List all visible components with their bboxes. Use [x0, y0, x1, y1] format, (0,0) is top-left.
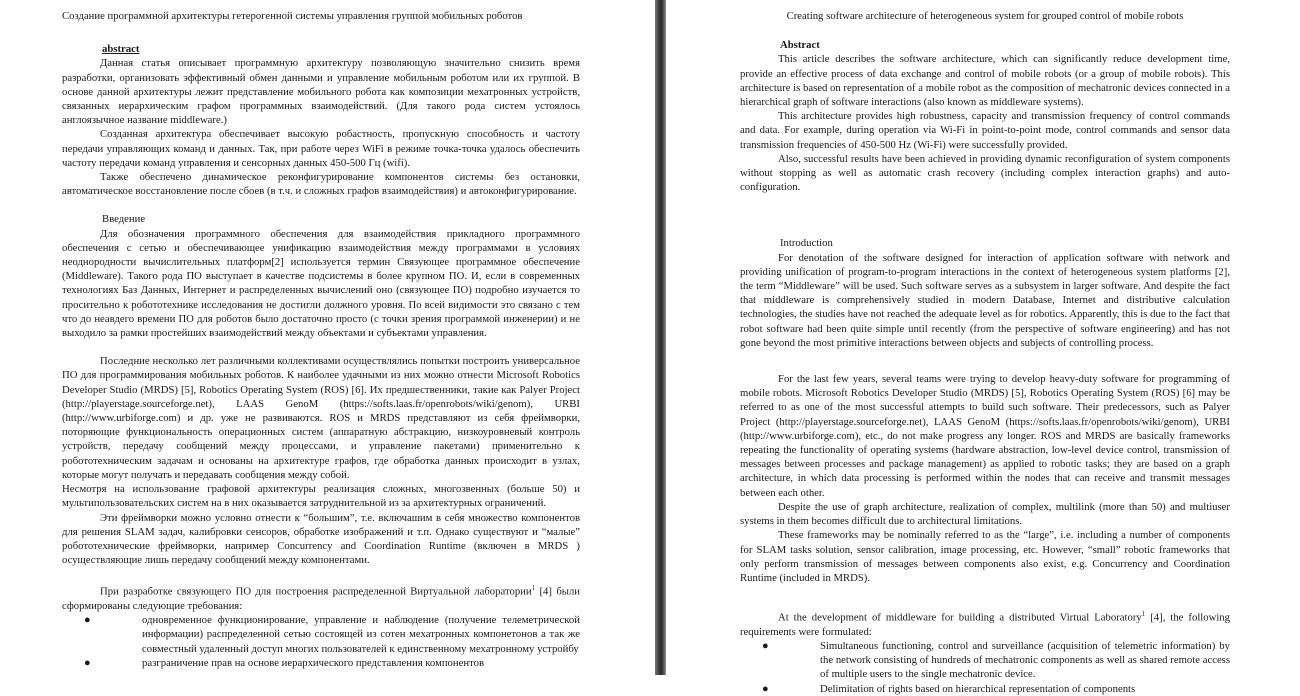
bullet-icon: ● [84, 614, 91, 627]
left-abstract-paragraph-3: Также обеспечено динамическое реконфигурирование компонентов системы без остановки, автоматическое восстановление после сбоев (в т.ч. и сложных графов взаимодействия) и автоконфигурирование. [62, 171, 580, 198]
right-abstract-paragraph-1: This article describes the software architecture, which can significantly reduce development time, provide an effective process of data exchange and control of mobile robots (or a group of mobile robots). This architecture is based on representation of a mobile robot as the composition of mechatronic devices connected in a hierarchical graph of software interactions (also known as middleware systems). [740, 53, 1230, 109]
left-intro-heading: Введение [102, 213, 146, 226]
right-paragraph-3: Despite the use of graph architecture, realization of complex, multilink (more than 50) and multiuser systems in them becomes difficult due to architectural limitations. [740, 500, 1230, 528]
right-requirements-list [740, 639, 1230, 696]
right-paragraph-5 [740, 607, 1230, 639]
right-intro-heading: Introduction [780, 237, 833, 250]
left-paragraph-5-rest: [4] были сформированы следующие требования: [62, 585, 580, 613]
right-footnote-marker: 1 [1141, 610, 1146, 619]
left-requirements-list [62, 613, 580, 670]
right-list-item-text: Delimitation of rights based on hierarchical representation of components [820, 682, 1136, 695]
right-list-item [740, 639, 1230, 682]
right-document-body [740, 0, 1230, 696]
left-abstract-heading: abstract [102, 43, 140, 56]
right-abstract-heading: Abstract [780, 39, 820, 52]
right-document-page [666, 0, 1300, 695]
left-title: Создание программной архитектуры гетерогенной системы управления группой мобильных роботов [62, 10, 523, 22]
left-paragraph-4: Эти фреймворки можно условно отнести к “большим”, т.е. включашим в себя множество компонентов для решения SLAM задач, калибровки сенсоров, обработке изображений и т.п. Однако существуют и “малые” робототехнические фреймворки, напримеp Concurrency and Coordination Runtime (включен в MRDS ) осуществляющие лишь передачу сообщений между компонентами. [62, 511, 580, 567]
right-intro-paragraph: For denotation of the software designed for interaction of application software with network and providing unification of program-to-program interactions in the context of heterogeneous system platforms [2], the term “Middleware” will be used. Such software serves as a subsystem in larger software. And despite the fact that middleware is comprehensively studied in modern Database, Internet and distributive calculation technologies, the studies have not reached the adequate level as for robotics. Apparently, this is due to the fact that robot software had been quite simple until recently (from the perspective of software engineering) and has not gone beyond the most primitive interactions between objects and subjects of controlling process. [740, 251, 1230, 349]
right-list-item [740, 682, 1230, 696]
right-paragraph-2: For the last few years, several teams were trying to develop heavy-duty software for programming of mobile robots. Microsoft Robotics Developer Studio (MRDS) [5], Robotics Operating System (ROS) [6] may be referred to as one of the most successful attempts to build such software. Their predecessors, such as Palyer Project (http://playerstage.sourceforge.net), LAAS GenoM (https://softs.laas.fr/openrobots/wiki/genom), URBI (http://www.urbiforge.com), etc., do not make progress any longer. ROS and MRDS are basically frameworks repeating the functionality of operating systems (hardware abstraction, low-level device control, transmission of messages between processes and package management) as applied to robotic tasks; they are based on a graph architecture, in which data processing is performed within the nodes that can receive and transmit messages between each other. [740, 373, 1230, 499]
left-footnote-marker: 1 [531, 584, 536, 593]
left-list-item [62, 613, 580, 656]
left-intro-paragraph: Для обозначения программного обеспечения для взаимодействия прикладного программного обеспечения с сетью и обеспечивающее унификацию взаимодействия между программами в условиях неоднородности вычислительных платформ[2] используется термин Связующее программное обеспечение (Middleware). Такого рода ПО выступает в качестве подсистемы в более крупном ПО. И, если в современных технологиях Баз Данных, Интернет и распределенных вычислений оно (связующее ПО) подробно изучается то просительно к робототехнике исследования не достигли должного уровня. По всей видимости это связано с тем что до неавдего времени ПО для роботов было достаточно просто (с точки зрения программой инженерии) и не выходило за рамки простейших взаимодействий между объектами и субъектами управления. [62, 227, 580, 340]
bullet-icon: ● [762, 640, 769, 653]
bullet-icon: ● [762, 682, 769, 695]
right-abstract-paragraph-3: Also, successful results have been achieved in providing dynamic reconfiguration of system components without stopping as well as automatic crash recovery (including complex interaction graphs) and auto-configuration. [740, 152, 1230, 194]
left-list-item [62, 656, 580, 670]
right-paragraph-4: These frameworks may be nominally referred to as the “large”, i.e. including a number of components for SLAM tasks solution, sensor calibration, image processing, etc. However, “small” robotic frameworks that only perform transmission of messages between components also exist, e.g. Concurrency and Coordination Runtime (included in MRDS). [740, 529, 1230, 584]
page-divider [655, 0, 666, 675]
right-abstract-paragraph-2: This architecture provides high robustness, capacity and transmission frequency of control commands and data. For example, during operation via Wi-Fi in point-to-point mode, control commands and sensor data transmission frequencies of 450-500 Hz (Wi-Fi) were successfully provided. [740, 110, 1230, 151]
left-abstract-paragraph-2: Созданная архитектура обеспечивает высокую робастность, пропускную способность и частоту передачи управляющих команд и данных. Так, при работе через WiFi в режиме точка-точка удалось обеспечить частоту передачи команд управления и сенсорных данных 450-500 Гц (wifi). [62, 128, 580, 169]
left-list-item-text: разграничение прав на основе иерархического представления компонентов [142, 656, 484, 669]
left-document-body [62, 0, 580, 670]
left-document-page [0, 0, 655, 675]
left-abstract-paragraph-1: Данная статья описывает программную архитектуру позволяющую значительно снизить время разработки, организовать эффективный обмен данными и управление мобильным роботом или их группой. В основе данной архитектуры лежит представление мобильного робота как композиции мехатронных устройств, связанных иерархическим графом программных взаимодействий. (Для такого рода систем устоялось англоязычное название middleware.) [62, 57, 580, 127]
right-paragraph-5-rest: [4], the following requirements were formulated: [740, 611, 1230, 638]
left-paragraph-5-text: При разработке связующего ПО для построения распределенной Виртуальной лаборатории [100, 585, 532, 598]
left-paragraph-2: Последние несколько лет различными коллективами осуществлялись попытки построить универсальное ПО для программирования мобильных роботов. К наиболее удачными из них можно отнести Microsoft Robotics Developer Studio (MRDS) [5], Robotics Operating System (ROS) [6]. Их предшественники, такие как Palyer Project (http://playerstage.sourceforge.net), LAAS GenoM (https://softs.laas.fr/openrobots/wiki/genom), URBI (http://www.urbiforge.com) и др. уже не развиваются. ROS и MRDS представляют из себя фреймворки, поторяющие функциональность операционных систем (аппаратную абстракцию, низкоуровневый контроль устройств, передачу сообщений между процессами, и управление пакетами) применительно к робототехническим задачам и основаны на архитектуре графов, где обработка данных происходит в узлах, которые могут получать и передавать сообщения между собой. [62, 355, 580, 481]
right-paragraph-5-text: At the development of middleware for building a distributed Virtual Laboratory [778, 611, 1142, 624]
left-paragraph-3: Несмотря на использование графовой архитектуры реализация сложных, многозвенных (больше 50) и мультипользовательских систем на в них оказывается затруднительной из за архитектурных ограничений. [62, 483, 580, 510]
bullet-icon: ● [84, 656, 91, 669]
left-list-item-text: одновременное функционирование, управление и наблюдение (получение телеметрической информации) распределенной сетью состоящей из сотен мехатронных компонетонов а так же совместный удаленный доступ многих пользователей к единственному мехатронному устройбу [142, 614, 580, 655]
left-paragraph-5 [62, 581, 580, 613]
right-title: Creating software architecture of heterogeneous system for grouped control of mobile robots [786, 10, 1184, 22]
right-list-item-text: Simultaneous functioning, control and surveillance (acquisition of telemetric information) by the network consisting of hundreds of mechatronic components as well as shared remote access of multiple users to the single mechatronic device. [820, 640, 1230, 681]
